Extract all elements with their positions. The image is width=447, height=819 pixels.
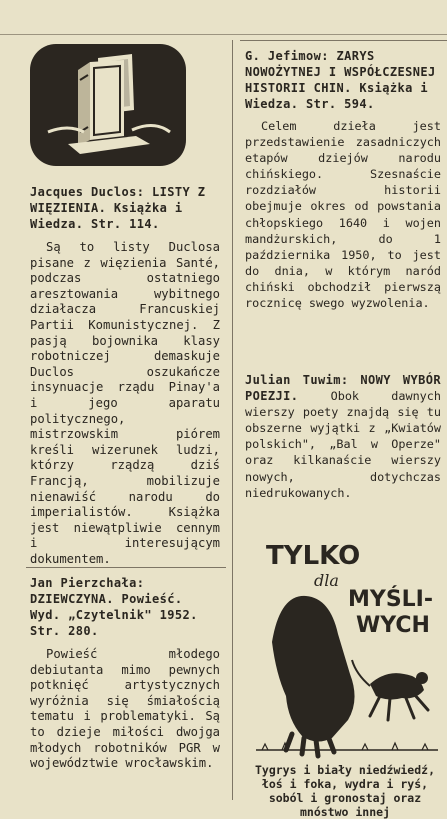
review-tuwim [245,372,441,501]
cartoon-caption: Tygrys i biały niedźwiedź, łoś i foka, wydra i ryś, soból i gronostaj oraz mnóstwo innej [254,763,435,819]
review-body: Powieść młodego debiutanta mimo pewnych potknięć artystycznych wyróżnia się śmiałością tematu i problematyki. Są to dzieje miłości dwojga młodych robotników PGR w województwie wrocławskim. [30,647,220,771]
cartoon-illustration [252,524,442,764]
review-body: Obok dawnych wierszy poety znajdą się tu obszerne wyjątki z „Kwiatów polskich", „Bal w Operze" oraz kilkanaście wierszy nowych, dotychczas niedrukowanych. [245,389,441,500]
cartoon-title-line4: WYCH [356,613,430,638]
review-jefimow [245,48,441,311]
column-divider [232,40,233,800]
review-pierzchala [30,575,220,772]
right-column-top-rule [240,40,447,41]
section-separator [26,567,226,568]
book-emblem-icon [28,40,188,170]
cartoon-title-line1: TYLKO [266,541,361,571]
review-body: Są to listy Duclosa pisane z więzienia Santé, podczas ostatniego aresztowania wybitnego działacza Francuskiej Partii Komunistycznej. Z pasją bojownika klasy robotniczej demaskuje Duclos oszukańcze insynuacje rządu Pinay'a i jego aparatu politycznego, mistrzowskim piórem kreśli wizerunek ludzi, którzy rządzą dziś Francją, mobilizuje nienawiść narodu do imperialistów. Książka jest niewątpliwie cennym i interesującym dokumentem. [30,240,220,566]
review-heading: Jan Pierzchała: DZIEWCZYNA. Powieść. Wyd. „Czytelnik" 1952. Str. 280. [30,576,198,638]
review-body: Celem dzieła jest przedstawienie zasadniczych etapów dziejów narodu chińskiego. Szesnaście rozdziałów historii obejmuje okres od powstania chłopskiego 1640 i wojen mandżurskich, do 1 października 1950, to jest do dnia, w którym naród chiński obchodził pierwszą rocznicę swego wyzwolenia. [245,119,441,311]
top-rule [0,34,447,35]
cartoon-title-line3: MYŚLI- [348,587,434,612]
review-duclos [30,184,220,567]
review-heading: Jacques Duclos: LISTY Z WIĘZIENIA. Książka i Wiedza. Str. 114. [30,185,206,231]
review-heading: Julian Tuwim: NOWY WYBÓR POEZJI. [245,373,441,404]
review-heading: G. Jefimow: ZARYS NOWOŻYTNEJ I WSPÓŁCZESNEJ HISTORII CHIN. Książka i Wiedza. Str. 594. [245,49,436,111]
review-paragraph [245,372,441,501]
cartoon-title-line2: dla [314,571,339,590]
